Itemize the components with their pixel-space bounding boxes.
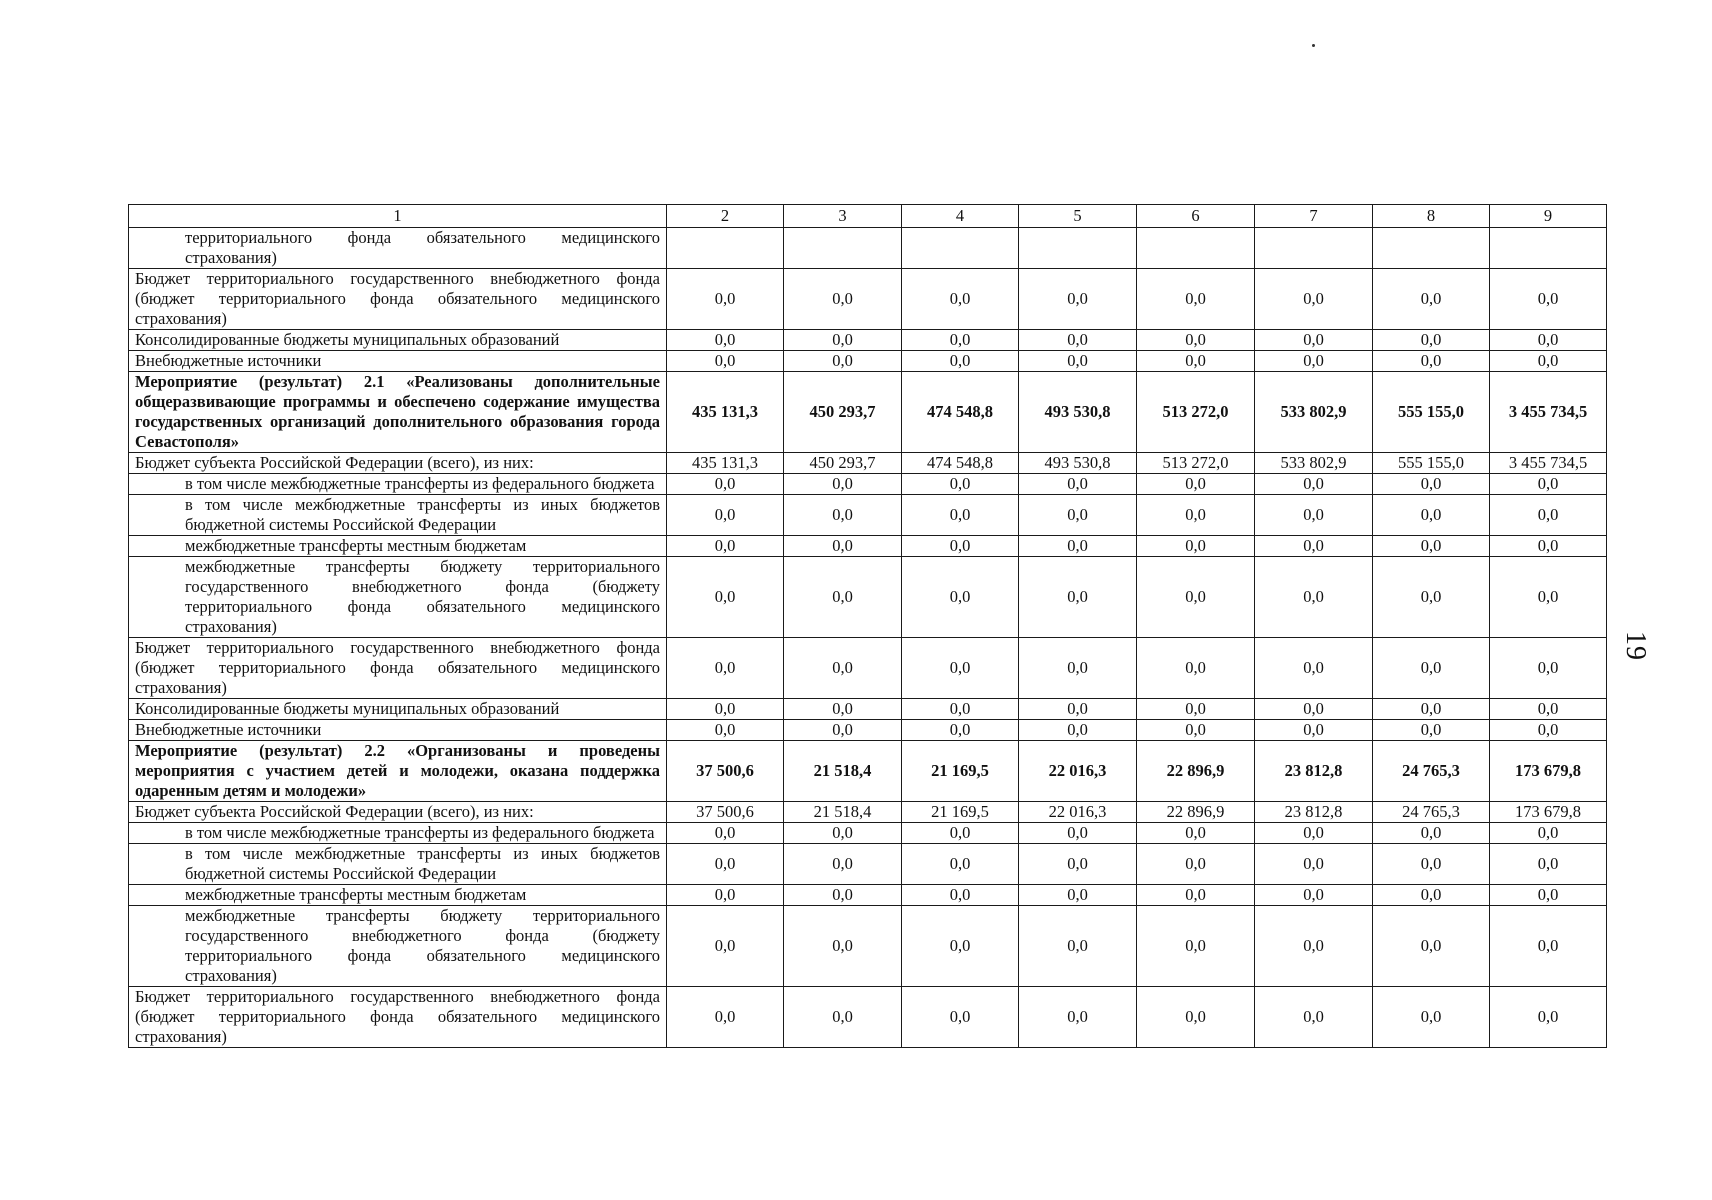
value-cell: 0,0 — [1373, 906, 1490, 987]
value-cell: 0,0 — [1019, 844, 1137, 885]
table-row — [129, 495, 1607, 536]
value-cell: 435 131,3 — [667, 453, 784, 474]
value-cell: 22 016,3 — [1019, 802, 1137, 823]
row-label: Консолидированные бюджеты муниципальных образований — [129, 330, 667, 351]
column-header: 1 — [129, 205, 667, 228]
value-cell: 0,0 — [902, 495, 1019, 536]
row-label: Внебюджетные источники — [129, 720, 667, 741]
value-cell: 0,0 — [1490, 269, 1607, 330]
value-cell: 0,0 — [784, 987, 902, 1048]
value-cell: 0,0 — [902, 536, 1019, 557]
value-cell: 0,0 — [1490, 906, 1607, 987]
value-cell: 37 500,6 — [667, 741, 784, 802]
value-cell: 0,0 — [1137, 844, 1255, 885]
value-cell: 0,0 — [902, 474, 1019, 495]
value-cell: 0,0 — [1137, 823, 1255, 844]
value-cell: 0,0 — [902, 699, 1019, 720]
row-label: в том числе межбюджетные трансферты из иных бюджетов бюджетной системы Российской Федерации — [129, 844, 667, 885]
value-cell: 0,0 — [1137, 330, 1255, 351]
value-cell: 0,0 — [1137, 720, 1255, 741]
value-cell: 0,0 — [1255, 885, 1373, 906]
value-cell: 24 765,3 — [1373, 802, 1490, 823]
table-row — [129, 802, 1607, 823]
value-cell: 21 169,5 — [902, 802, 1019, 823]
value-cell: 0,0 — [1373, 495, 1490, 536]
value-cell: 0,0 — [1490, 720, 1607, 741]
value-cell: 23 812,8 — [1255, 802, 1373, 823]
value-cell: 0,0 — [1019, 823, 1137, 844]
value-cell: 0,0 — [1490, 536, 1607, 557]
value-cell: 0,0 — [1255, 844, 1373, 885]
table-body — [129, 228, 1607, 1048]
row-label: Бюджет территориального государственного внебюджетного фонда (бюджет территориального фонда обязательного медицинского страхования) — [129, 638, 667, 699]
row-label: Мероприятие (результат) 2.2 «Организованы и проведены мероприятия с участием детей и молодежи, оказана поддержка одаренным детям и молодежи» — [129, 741, 667, 802]
value-cell: 0,0 — [784, 557, 902, 638]
value-cell: 0,0 — [1255, 987, 1373, 1048]
value-cell: 0,0 — [1255, 699, 1373, 720]
value-cell: 493 530,8 — [1019, 372, 1137, 453]
value-cell: 0,0 — [1019, 495, 1137, 536]
value-cell: 0,0 — [1490, 351, 1607, 372]
value-cell — [1137, 228, 1255, 269]
value-cell: 0,0 — [667, 720, 784, 741]
value-cell: 22 016,3 — [1019, 741, 1137, 802]
value-cell: 0,0 — [1019, 699, 1137, 720]
row-label: межбюджетные трансферты местным бюджетам — [129, 885, 667, 906]
value-cell: 0,0 — [1490, 495, 1607, 536]
value-cell: 0,0 — [1137, 474, 1255, 495]
value-cell: 0,0 — [667, 269, 784, 330]
value-cell: 0,0 — [1019, 720, 1137, 741]
value-cell: 0,0 — [1137, 495, 1255, 536]
table-row — [129, 536, 1607, 557]
value-cell: 0,0 — [902, 885, 1019, 906]
value-cell — [784, 228, 902, 269]
value-cell: 0,0 — [667, 557, 784, 638]
value-cell: 0,0 — [902, 987, 1019, 1048]
value-cell: 3 455 734,5 — [1490, 372, 1607, 453]
value-cell: 0,0 — [784, 823, 902, 844]
table-row — [129, 269, 1607, 330]
row-label: Бюджет субъекта Российской Федерации (всего), из них: — [129, 802, 667, 823]
value-cell: 474 548,8 — [902, 453, 1019, 474]
value-cell: 0,0 — [1373, 351, 1490, 372]
row-label: межбюджетные трансферты местным бюджетам — [129, 536, 667, 557]
table-row — [129, 885, 1607, 906]
value-cell: 0,0 — [902, 720, 1019, 741]
value-cell: 0,0 — [1490, 823, 1607, 844]
row-label: территориального фонда обязательного медицинского страхования) — [129, 228, 667, 269]
value-cell: 0,0 — [667, 906, 784, 987]
value-cell: 0,0 — [667, 885, 784, 906]
value-cell: 0,0 — [1373, 885, 1490, 906]
value-cell: 0,0 — [1373, 844, 1490, 885]
value-cell: 0,0 — [667, 351, 784, 372]
value-cell: 0,0 — [667, 536, 784, 557]
value-cell: 0,0 — [667, 638, 784, 699]
value-cell: 0,0 — [902, 906, 1019, 987]
value-cell: 0,0 — [1490, 474, 1607, 495]
value-cell: 0,0 — [1490, 557, 1607, 638]
value-cell — [902, 228, 1019, 269]
value-cell: 0,0 — [1490, 844, 1607, 885]
value-cell: 0,0 — [1373, 536, 1490, 557]
value-cell: 0,0 — [1373, 557, 1490, 638]
value-cell: 0,0 — [784, 720, 902, 741]
value-cell: 0,0 — [784, 699, 902, 720]
value-cell: 0,0 — [1255, 906, 1373, 987]
value-cell: 0,0 — [1255, 495, 1373, 536]
value-cell: 0,0 — [902, 330, 1019, 351]
value-cell: 0,0 — [1019, 351, 1137, 372]
row-label: в том числе межбюджетные трансферты из федерального бюджета — [129, 823, 667, 844]
value-cell: 3 455 734,5 — [1490, 453, 1607, 474]
table-row — [129, 453, 1607, 474]
row-label: в том числе межбюджетные трансферты из иных бюджетов бюджетной системы Российской Федерации — [129, 495, 667, 536]
value-cell: 21 518,4 — [784, 802, 902, 823]
table-row — [129, 228, 1607, 269]
header-row — [129, 205, 1607, 228]
row-label: межбюджетные трансферты бюджету территориального государственного внебюджетного фонда (бюджету территориального фонда обязательного медицинского страхования) — [129, 906, 667, 987]
value-cell: 0,0 — [1373, 720, 1490, 741]
value-cell — [1373, 228, 1490, 269]
value-cell: 0,0 — [667, 699, 784, 720]
value-cell: 0,0 — [784, 474, 902, 495]
row-label: Мероприятие (результат) 2.1 «Реализованы дополнительные общеразвивающие программы и обеспечено содержание имущества государственных организаций дополнительного образования города Севастополя» — [129, 372, 667, 453]
value-cell — [1019, 228, 1137, 269]
table-row — [129, 741, 1607, 802]
value-cell: 0,0 — [667, 474, 784, 495]
table-row — [129, 906, 1607, 987]
column-header: 6 — [1137, 205, 1255, 228]
table-row — [129, 330, 1607, 351]
value-cell: 0,0 — [1019, 906, 1137, 987]
row-label: Бюджет субъекта Российской Федерации (всего), из них: — [129, 453, 667, 474]
value-cell: 0,0 — [1373, 987, 1490, 1048]
value-cell: 0,0 — [784, 885, 902, 906]
value-cell: 22 896,9 — [1137, 802, 1255, 823]
value-cell: 0,0 — [1137, 351, 1255, 372]
column-header: 4 — [902, 205, 1019, 228]
value-cell: 21 518,4 — [784, 741, 902, 802]
value-cell: 0,0 — [667, 495, 784, 536]
table-row — [129, 474, 1607, 495]
value-cell: 450 293,7 — [784, 453, 902, 474]
value-cell: 555 155,0 — [1373, 372, 1490, 453]
value-cell: 513 272,0 — [1137, 453, 1255, 474]
value-cell: 0,0 — [1137, 699, 1255, 720]
row-label: Внебюджетные источники — [129, 351, 667, 372]
value-cell: 0,0 — [1490, 699, 1607, 720]
value-cell: 0,0 — [1255, 638, 1373, 699]
value-cell: 0,0 — [667, 330, 784, 351]
value-cell: 0,0 — [784, 536, 902, 557]
table-row — [129, 638, 1607, 699]
value-cell: 0,0 — [1373, 330, 1490, 351]
value-cell: 0,0 — [1019, 269, 1137, 330]
value-cell: 0,0 — [1019, 885, 1137, 906]
value-cell: 0,0 — [784, 351, 902, 372]
value-cell: 0,0 — [1490, 987, 1607, 1048]
value-cell: 0,0 — [784, 638, 902, 699]
value-cell: 533 802,9 — [1255, 372, 1373, 453]
value-cell: 0,0 — [1255, 330, 1373, 351]
value-cell: 21 169,5 — [902, 741, 1019, 802]
value-cell: 0,0 — [1019, 474, 1137, 495]
value-cell: 0,0 — [1019, 638, 1137, 699]
budget-table — [128, 204, 1607, 1048]
value-cell: 450 293,7 — [784, 372, 902, 453]
value-cell: 0,0 — [1137, 269, 1255, 330]
table-row — [129, 844, 1607, 885]
value-cell: 0,0 — [1019, 557, 1137, 638]
page-number: 19 — [1620, 631, 1651, 661]
value-cell: 0,0 — [1137, 638, 1255, 699]
table-row — [129, 372, 1607, 453]
value-cell: 23 812,8 — [1255, 741, 1373, 802]
value-cell: 0,0 — [902, 823, 1019, 844]
value-cell: 0,0 — [1490, 638, 1607, 699]
value-cell: 0,0 — [1255, 720, 1373, 741]
value-cell: 24 765,3 — [1373, 741, 1490, 802]
value-cell: 0,0 — [902, 269, 1019, 330]
value-cell: 0,0 — [1137, 906, 1255, 987]
value-cell: 0,0 — [1255, 351, 1373, 372]
column-header: 7 — [1255, 205, 1373, 228]
column-header: 9 — [1490, 205, 1607, 228]
value-cell: 0,0 — [1019, 536, 1137, 557]
row-label: межбюджетные трансферты бюджету территориального государственного внебюджетного фонда (бюджету территориального фонда обязательного медицинского страхования) — [129, 557, 667, 638]
value-cell: 0,0 — [902, 557, 1019, 638]
value-cell: 0,0 — [784, 906, 902, 987]
column-header: 2 — [667, 205, 784, 228]
table-row — [129, 557, 1607, 638]
value-cell: 0,0 — [902, 351, 1019, 372]
value-cell: 0,0 — [1255, 823, 1373, 844]
row-label: Бюджет территориального государственного внебюджетного фонда (бюджет территориального фонда обязательного медицинского страхования) — [129, 987, 667, 1048]
value-cell: 0,0 — [1255, 536, 1373, 557]
value-cell: 0,0 — [1373, 474, 1490, 495]
value-cell: 0,0 — [784, 844, 902, 885]
table-row — [129, 351, 1607, 372]
value-cell: 0,0 — [667, 987, 784, 1048]
value-cell: 0,0 — [1373, 823, 1490, 844]
value-cell: 0,0 — [1137, 987, 1255, 1048]
value-cell: 0,0 — [1255, 474, 1373, 495]
table-row — [129, 699, 1607, 720]
value-cell: 0,0 — [784, 330, 902, 351]
value-cell: 0,0 — [1137, 557, 1255, 638]
value-cell: 533 802,9 — [1255, 453, 1373, 474]
value-cell — [1490, 228, 1607, 269]
scan-speck — [1312, 44, 1315, 47]
value-cell: 0,0 — [1137, 885, 1255, 906]
value-cell: 0,0 — [667, 823, 784, 844]
value-cell: 0,0 — [1490, 330, 1607, 351]
column-header: 5 — [1019, 205, 1137, 228]
value-cell: 0,0 — [1373, 699, 1490, 720]
value-cell: 555 155,0 — [1373, 453, 1490, 474]
table-row — [129, 823, 1607, 844]
value-cell: 0,0 — [1255, 557, 1373, 638]
value-cell: 0,0 — [1373, 638, 1490, 699]
table-row — [129, 720, 1607, 741]
value-cell: 0,0 — [784, 269, 902, 330]
value-cell: 22 896,9 — [1137, 741, 1255, 802]
value-cell: 513 272,0 — [1137, 372, 1255, 453]
value-cell: 474 548,8 — [902, 372, 1019, 453]
table-row — [129, 987, 1607, 1048]
value-cell: 0,0 — [1255, 269, 1373, 330]
value-cell: 173 679,8 — [1490, 741, 1607, 802]
value-cell: 0,0 — [1137, 536, 1255, 557]
value-cell: 173 679,8 — [1490, 802, 1607, 823]
value-cell: 0,0 — [784, 495, 902, 536]
row-label: Консолидированные бюджеты муниципальных образований — [129, 699, 667, 720]
value-cell: 0,0 — [1490, 885, 1607, 906]
value-cell: 0,0 — [902, 844, 1019, 885]
row-label: Бюджет территориального государственного внебюджетного фонда (бюджет территориального фонда обязательного медицинского страхования) — [129, 269, 667, 330]
value-cell — [1255, 228, 1373, 269]
value-cell: 37 500,6 — [667, 802, 784, 823]
column-header: 8 — [1373, 205, 1490, 228]
value-cell: 0,0 — [1373, 269, 1490, 330]
value-cell — [667, 228, 784, 269]
value-cell: 0,0 — [667, 844, 784, 885]
column-header: 3 — [784, 205, 902, 228]
value-cell: 0,0 — [1019, 987, 1137, 1048]
value-cell: 493 530,8 — [1019, 453, 1137, 474]
row-label: в том числе межбюджетные трансферты из федерального бюджета — [129, 474, 667, 495]
value-cell: 435 131,3 — [667, 372, 784, 453]
value-cell: 0,0 — [1019, 330, 1137, 351]
value-cell: 0,0 — [902, 638, 1019, 699]
